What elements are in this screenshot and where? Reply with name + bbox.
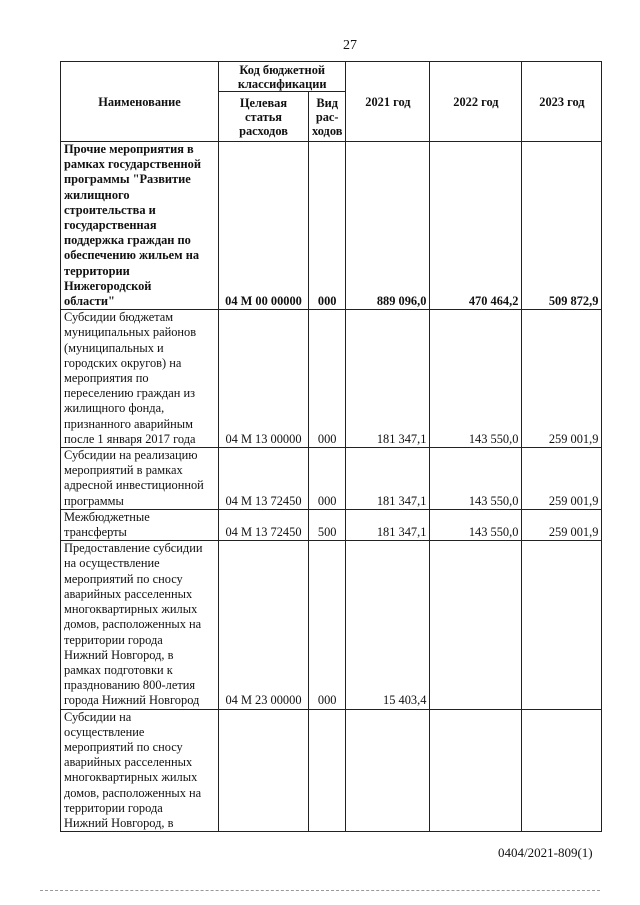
row-name-line: поддержка граждан по	[64, 233, 191, 248]
row-target-article: 04 М 23 00000	[219, 541, 309, 709]
row-name-line: территории	[64, 263, 130, 278]
row-name	[61, 509, 219, 540]
row-value-2021: 181 347,1	[346, 448, 430, 510]
row-name-line: области"	[64, 294, 115, 309]
row-name-line: адресной инвестиционной	[64, 478, 204, 493]
row-name-line: переселению граждан из	[64, 386, 195, 401]
document-code: 0404/2021-809(1)	[498, 845, 593, 860]
row-name-line: Нижний Новгород, в	[64, 815, 174, 830]
row-name-line: государственная	[64, 218, 157, 233]
row-name-line: Субсидии бюджетам	[64, 310, 174, 325]
row-name-line: строительства и	[64, 202, 156, 217]
row-name	[61, 142, 219, 310]
row-name-line: города Нижний Новгород	[64, 693, 200, 708]
page-number: 27	[343, 38, 357, 53]
row-name-line: мероприятий по сносу	[64, 571, 183, 586]
row-name-line: Межбюджетные	[64, 509, 150, 524]
header-year-2023: 2023 год	[522, 62, 602, 142]
row-value-2022: 470 464,2	[430, 142, 522, 310]
row-name-line: трансферты	[64, 525, 127, 540]
table-row	[61, 509, 602, 540]
row-name-line: жилищного фонда,	[64, 401, 165, 416]
row-value-2023: 509 872,9	[522, 142, 602, 310]
row-name	[61, 541, 219, 709]
table-body	[61, 142, 602, 832]
row-value-2023: 259 001,9	[522, 448, 602, 510]
row-name-line: осуществление	[64, 724, 145, 739]
row-value-2021: 181 347,1	[346, 509, 430, 540]
header-year-2022: 2022 год	[430, 62, 522, 142]
row-name-line: мероприятий в рамках	[64, 463, 183, 478]
header-budget-code: Код бюджетной классификации	[219, 62, 346, 92]
row-name-line: аварийных расселенных	[64, 755, 193, 770]
row-target-article: 04 М 13 72450	[219, 448, 309, 510]
row-name-line: рамках государственной	[64, 157, 201, 172]
row-name-line: программы "Развитие	[64, 172, 191, 187]
row-name-line: жилищного	[64, 187, 130, 202]
row-expense-kind	[309, 709, 346, 832]
row-name-line: рамках подготовки к	[64, 662, 173, 677]
row-expense-kind: 000	[309, 541, 346, 709]
table-row	[61, 541, 602, 709]
row-value-2021: 15 403,4	[346, 541, 430, 709]
row-value-2021: 889 096,0	[346, 142, 430, 310]
table-header	[61, 62, 602, 142]
row-name-line: аварийных расселенных	[64, 586, 193, 601]
row-name-line: многоквартирных жилых	[64, 602, 198, 617]
row-name-line: домов, расположенных на	[64, 617, 202, 632]
row-value-2022: 143 550,0	[430, 448, 522, 510]
row-name-line: Субсидии на	[64, 709, 132, 724]
row-expense-kind: 500	[309, 509, 346, 540]
table-row	[61, 448, 602, 510]
table-row	[61, 142, 602, 310]
row-target-article: 04 М 13 00000	[219, 310, 309, 448]
row-name	[61, 310, 219, 448]
row-name-line: Субсидии на реализацию	[64, 448, 198, 463]
row-name-line: мероприятия по	[64, 371, 149, 386]
table-row	[61, 709, 602, 832]
row-name-line: празднованию 800-летия	[64, 678, 196, 693]
row-name-line: мероприятий по сносу	[64, 739, 183, 754]
row-name-line: после 1 января 2017 года	[64, 431, 196, 446]
row-name-line: программы	[64, 493, 124, 508]
header-target-article: Целевая статья расходов	[219, 92, 309, 142]
row-name-line: Нижний Новгород, в	[64, 647, 174, 662]
row-name-line: многоквартирных жилых	[64, 770, 198, 785]
row-target-article: 04 М 00 00000	[219, 142, 309, 310]
row-value-2022: 143 550,0	[430, 509, 522, 540]
row-name-line: признанного аварийным	[64, 416, 193, 431]
row-name-line: территории города	[64, 800, 163, 815]
row-name-line: на осуществление	[64, 556, 160, 571]
row-value-2023: 259 001,9	[522, 509, 602, 540]
row-name	[61, 709, 219, 832]
row-value-2023	[522, 709, 602, 832]
row-value-2022	[430, 709, 522, 832]
row-expense-kind: 000	[309, 142, 346, 310]
row-name-line: Нижегородской	[64, 278, 152, 293]
row-expense-kind: 000	[309, 448, 346, 510]
row-name-line: Предоставление субсидии	[64, 541, 203, 556]
row-name	[61, 448, 219, 510]
header-name: Наименование	[61, 62, 219, 142]
row-name-line: обеспечению жильем на	[64, 248, 200, 263]
header-expense-kind: Вид рас-ходов	[309, 92, 346, 142]
row-target-article: 04 М 13 72450	[219, 509, 309, 540]
row-name-line: (муниципальных и	[64, 340, 164, 355]
row-name-line: территории города	[64, 632, 163, 647]
row-value-2023: 259 001,9	[522, 310, 602, 448]
row-name-line: Прочие мероприятия в	[64, 142, 194, 156]
row-value-2022	[430, 541, 522, 709]
table-row	[61, 310, 602, 448]
row-expense-kind: 000	[309, 310, 346, 448]
row-value-2021	[346, 709, 430, 832]
header-year-2021: 2021 год	[346, 62, 430, 142]
row-value-2023	[522, 541, 602, 709]
row-value-2021: 181 347,1	[346, 310, 430, 448]
budget-table	[60, 61, 602, 832]
scan-edge-divider	[40, 890, 600, 891]
row-value-2022: 143 550,0	[430, 310, 522, 448]
row-name-line: муниципальных районов	[64, 325, 197, 340]
row-name-line: домов, расположенных на	[64, 785, 202, 800]
row-name-line: городских округов) на	[64, 355, 182, 370]
row-target-article	[219, 709, 309, 832]
